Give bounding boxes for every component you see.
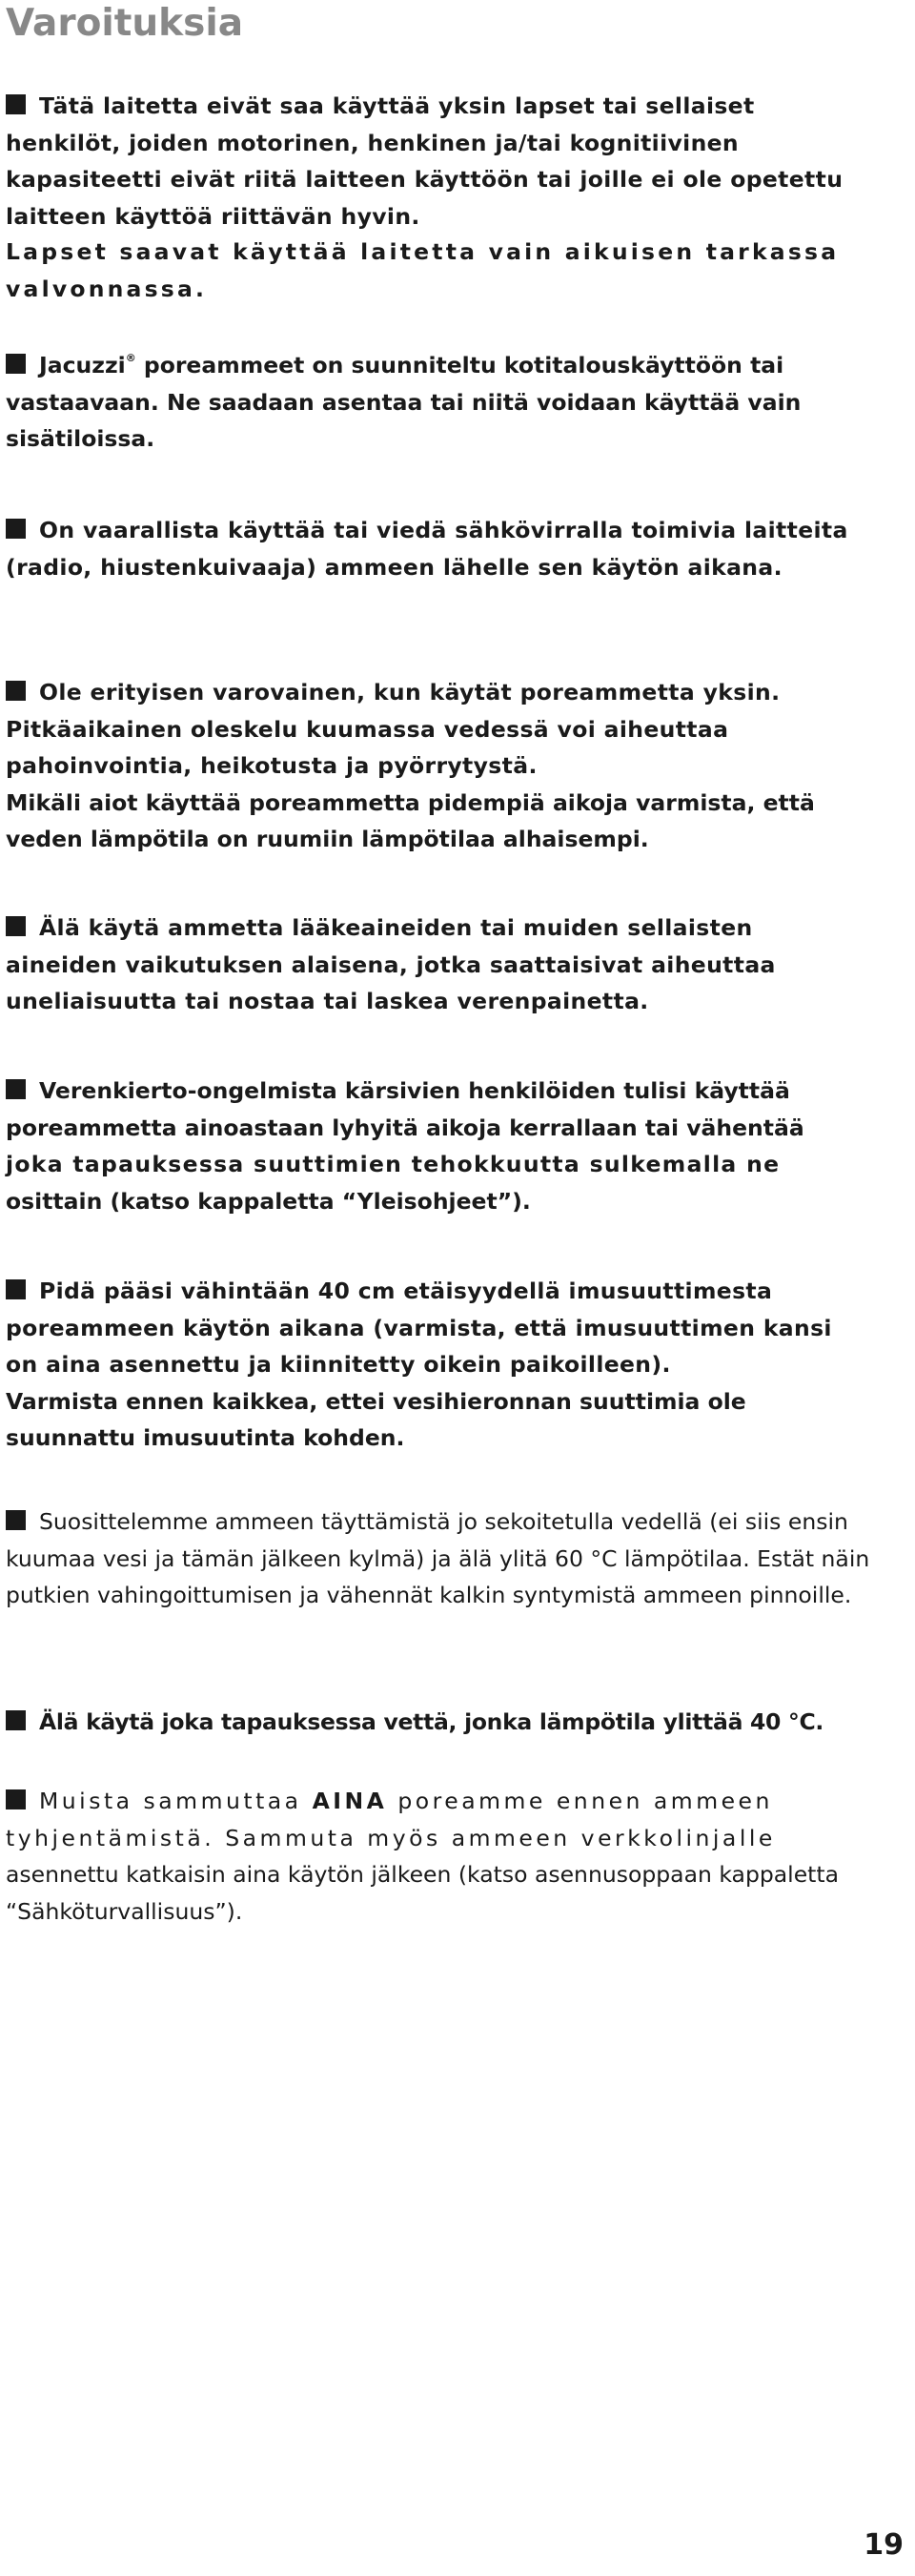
warning-item: [6, 1273, 871, 1457]
warning-text: Suosittelemme ammeen täyttämistä jo sekoitetulla vedellä (ei siis ensin kuumaa vesi ja tämän jälkeen kylmä) ja älä ylitä 60 °C lämpötilaa. Estät näin putkien vahingoittumisen ja vähennät kalkin syntymistä ammeen pinnoille.: [6, 1508, 870, 1608]
warning-text: poreammeet on suunniteltu kotitalouskäyttöön tai vastaavaan. Ne saadaan asentaa tai niitä voidaan käyttää vain sisätiloissa.: [6, 352, 802, 452]
warning-item: [6, 674, 871, 858]
emphasis-text: AINA: [312, 1788, 388, 1814]
square-bullet-icon: [6, 94, 26, 114]
warning-text: Ole erityisen varovainen, kun käytät poreammetta yksin.: [39, 679, 781, 705]
page-number: 19: [864, 2528, 904, 2562]
warning-item: [6, 88, 871, 307]
warning-item: [6, 910, 871, 1020]
warning-text: asennettu katkaisin aina käytön jälkeen (katso asennusoppaan kappaletta “Sähköturvallisuus”).: [6, 1861, 839, 1925]
square-bullet-icon: [6, 916, 26, 936]
warning-text: Pitkäaikainen oleskelu kuumassa vedessä voi aiheuttaa pahoinvointia, heikotusta ja pyörrytystä.: [6, 715, 729, 779]
warning-text: Pidä pääsi vähintään 40 cm etäisyydellä imusuuttimesta poreammeen käytön aikana (varmista, että imusuuttimen kansi on aina asennettu ja kiinnitetty oikein paikoilleen).: [6, 1278, 832, 1378]
square-bullet-icon: [6, 681, 26, 701]
warning-text: Muista sammuttaa: [39, 1788, 313, 1814]
square-bullet-icon: [6, 519, 26, 539]
warning-text: On vaarallista käyttää tai viedä sähkövirralla toimivia laitteita (radio, hiustenkuivaaja) ammeen lähelle sen käytön aikana.: [6, 517, 848, 581]
warning-text: Tätä laitetta eivät saa käyttää yksin lapset tai sellaiset henkilöt, joiden motorinen, henkinen ja/tai kognitiivinen kapasiteetti eivät riitä laitteen käyttöön tai joille ei ole opetettu laitteen käyttöä riittävän hyvin.: [6, 92, 844, 230]
square-bullet-icon: [6, 1789, 26, 1809]
square-bullet-icon: [6, 1510, 26, 1530]
warning-item: [6, 1704, 871, 1741]
square-bullet-icon: [6, 1079, 26, 1099]
warning-text: Älä käytä joka tapauksessa vettä, jonka lämpötila ylittää 40 °C.: [39, 1708, 824, 1735]
warning-text: poreamme ennen ammeen tyhjentämistä. Sammuta myös ammeen verkkolinjalle: [6, 1788, 776, 1851]
warning-item: [6, 347, 871, 458]
square-bullet-icon: [6, 354, 26, 374]
warning-text: Älä käytä ammetta lääkeaineiden tai muiden sellaisten aineiden vaikutuksen alaisena, jotka saattaisivat aiheuttaa uneliaisuutta tai nostaa tai laskea verenpainetta.: [6, 914, 776, 1014]
warning-text: Lapset saavat käyttää laitetta vain aikuisen tarkassa valvonnassa.: [6, 238, 840, 302]
warning-item: [6, 1503, 871, 1614]
warning-text: osittain (katso kappaletta “Yleisohjeet”).: [6, 1187, 531, 1215]
warning-item: [6, 1783, 871, 1930]
warning-text: joka tapauksessa suuttimien tehokkuutta sulkemalla ne: [6, 1151, 781, 1177]
warning-text: Mikäli aiot käyttää poreammetta pidempiä aikoja varmista, että veden lämpötila on ruumiin lämpötilaa alhaisempi.: [6, 788, 815, 852]
registered-mark: ®: [125, 352, 136, 364]
brand-name: Jacuzzi: [39, 352, 126, 378]
warning-item: [6, 1073, 871, 1219]
warning-text: Varmista ennen kaikkea, ettei vesihieronnan suuttimia ole suunnattu imusuutinta kohden.: [6, 1387, 746, 1451]
warning-item: [6, 512, 871, 585]
square-bullet-icon: [6, 1710, 26, 1730]
square-bullet-icon: [6, 1279, 26, 1299]
page-title: Varoituksia: [6, 2, 244, 45]
warning-text: Verenkierto-ongelmista kärsivien henkilöiden tulisi käyttää poreammetta ainoastaan lyhyitä aikoja kerrallaan tai vähentää: [6, 1077, 804, 1141]
